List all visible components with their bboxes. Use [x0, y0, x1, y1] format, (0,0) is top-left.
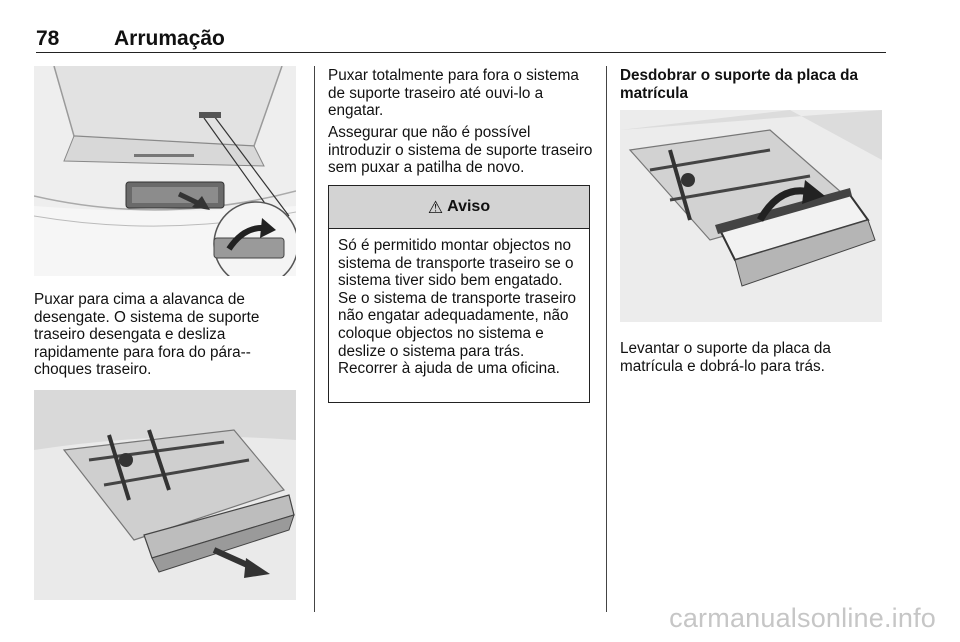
body-paragraph: Puxar para cima a alavanca de desengate. O sistema de suporte traseiro desengata e desliza rapidamente para fora do pára--choques traseiro.	[34, 291, 260, 379]
illustration-licence-plate-holder	[620, 110, 882, 322]
page-header	[36, 26, 886, 52]
body-paragraph: Assegurar que não é possível introduzir o sistema de suporte traseiro sem puxar a patilha de novo.	[328, 124, 593, 177]
section-heading: Desdobrar o suporte da placa da matrícula	[620, 67, 859, 102]
illustration-rear-carrier-pull	[34, 390, 296, 600]
column-divider	[314, 66, 315, 612]
warning-triangle-icon: ⚠	[427, 197, 444, 217]
body-paragraph: Puxar totalmente para fora o sistema de suporte traseiro até ouvi-lo a engatar.	[328, 67, 579, 120]
column-divider	[606, 66, 607, 612]
page-number: 78	[36, 27, 60, 50]
warning-text: Só é permitido montar objectos no sistema de transporte traseiro se o sistema tiver sido bem engatado. Se o sistema de transporte traseiro não engatar adequadamente, não coloque objectos no sistema e deslize o sistema para trás. Recorrer à ajuda de uma oficina.	[338, 237, 577, 378]
header-rule	[36, 52, 886, 53]
body-paragraph: Levantar o suporte da placa da matrícula e dobrá-lo para trás.	[620, 340, 831, 375]
illustration-release-lever	[34, 66, 296, 276]
watermark: carmanualsonline.info	[669, 603, 936, 633]
chapter-title: Arrumação	[114, 27, 225, 50]
warning-header	[329, 186, 589, 229]
warning-title: Aviso	[447, 198, 491, 215]
warning-box	[328, 185, 590, 403]
